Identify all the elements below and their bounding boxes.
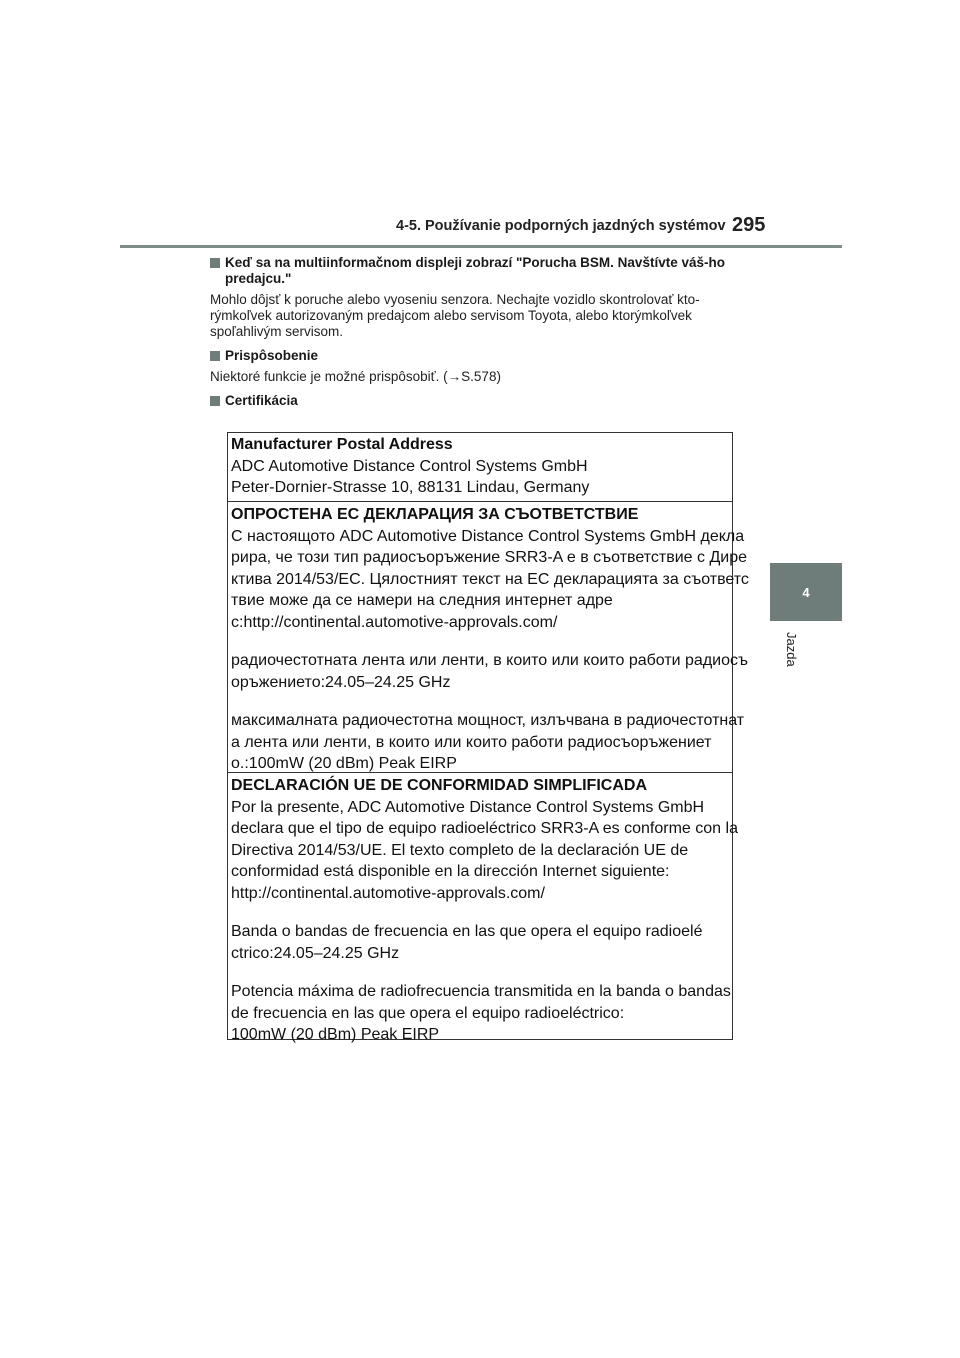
bulgarian-line: твие може да се намери на следния интернет адре: [231, 592, 613, 609]
chapter-label: Jazda: [784, 632, 799, 667]
spanish-line: Por la presente, ADC Automotive Distance Control Systems GmbH: [231, 798, 705, 816]
bulgarian-section: [228, 501, 749, 775]
item-heading-text: Prispôsobenie: [225, 348, 319, 363]
spanish-line: conformidad está disponible en la dirección Internet siguiente:: [231, 863, 670, 880]
item-heading: [210, 348, 760, 364]
square-bullet-icon: [210, 396, 220, 406]
chapter-number: 4: [802, 584, 810, 600]
bulgarian-line: рира, че този тип радиосъоръжение SRR3-A е в съответствие с Дире: [231, 549, 748, 566]
spanish-line: declara que el tipo de equipo radioeléctrico SRR3-A es conforme con la: [231, 820, 738, 837]
bulgarian-line: радиочестотната лента или ленти, в които или които работи радиосъ: [231, 652, 748, 669]
bulgarian-line: с:http://continental.automotive-approvals.com/: [231, 613, 558, 631]
header-rule: [120, 245, 842, 248]
spanish-line: ctrico:24.05–24.25 GHz: [231, 944, 400, 962]
bulgarian-line: С настоящото ADC Automotive Distance Control Systems GmbH декла: [231, 527, 745, 545]
spanish-line: Banda o bandas de frecuencia en las que opera el equipo radioelé: [231, 923, 703, 940]
bulgarian-line: о.:100mW (20 dBm) Peak EIRP: [231, 755, 457, 772]
running-header-section: 4-5. Používanie podporných jazdných systémov: [396, 218, 726, 234]
manufacturer-line: Peter-Dornier-Strasse 10, 88131 Lindau, Germany: [231, 479, 590, 496]
item-customization: [210, 348, 760, 385]
spanish-title: DECLARACIÓN UE DE CONFORMIDAD SIMPLIFICADA: [231, 777, 647, 794]
certification-box: [227, 432, 749, 1043]
chapter-tab: [770, 563, 842, 621]
spanish-section: [228, 772, 738, 1046]
manufacturer-title: Manufacturer Postal Address: [231, 436, 453, 453]
square-bullet-icon: [210, 351, 220, 361]
manufacturer-section: [228, 434, 732, 499]
square-bullet-icon: [210, 258, 220, 268]
item-heading: [210, 393, 760, 409]
bulgarian-line: оръжението:24.05–24.25 GHz: [231, 673, 451, 691]
bulgarian-title: ОПРОСТЕНА ЕС ДЕКЛАРАЦИЯ ЗА СЪОТВЕТСТВИЕ: [231, 506, 639, 523]
item-heading: [210, 255, 760, 287]
item-bsm-malfunction: [210, 255, 760, 340]
bulgarian-line: а лента или ленти, в които или които работи радиосъоръжениет: [231, 733, 712, 751]
item-text: Niektoré funkcie je možné prispôsobiť. (→S.578): [210, 369, 501, 384]
spanish-line: Directiva 2014/53/UE. El texto completo de la declaración UE de: [231, 841, 689, 859]
spanish-line: de frecuencia en las que opera el equipo radioeléctrico:: [231, 1004, 625, 1022]
item-heading-text: Keď sa na multiinformačnom displeji zobrazí "Porucha BSM. Navštívte váš-ho predajcu.": [225, 255, 725, 286]
spanish-line: 100mW (20 dBm) Peak EIRP: [231, 1026, 440, 1043]
bulgarian-line: ктива 2014/53/ЕС. Цялостният текст на ЕС декларацията за съответс: [231, 570, 749, 588]
bulgarian-line: максималната радиочестотна мощност, излъчвана в радиочестотнат: [231, 712, 745, 729]
page-number: 295: [732, 214, 766, 236]
spanish-line: http://continental.automotive-approvals.com/: [231, 884, 545, 902]
manufacturer-line: ADC Automotive Distance Control Systems GmbH: [231, 457, 588, 475]
item-heading-text: Certifikácia: [225, 393, 298, 408]
spanish-line: Potencia máxima de radiofrecuencia transmitida en la banda o bandas: [231, 983, 731, 1000]
item-certification: [210, 393, 760, 409]
item-text: Mohlo dôjsť k poruche alebo vyoseniu senzora. Nechajte vozidlo skontrolovať kto-rýmkoľvek autorizovaným predajcom alebo servisom Toyota, alebo ktorýmkoľvek spoľahlivým servisom.: [210, 292, 700, 339]
